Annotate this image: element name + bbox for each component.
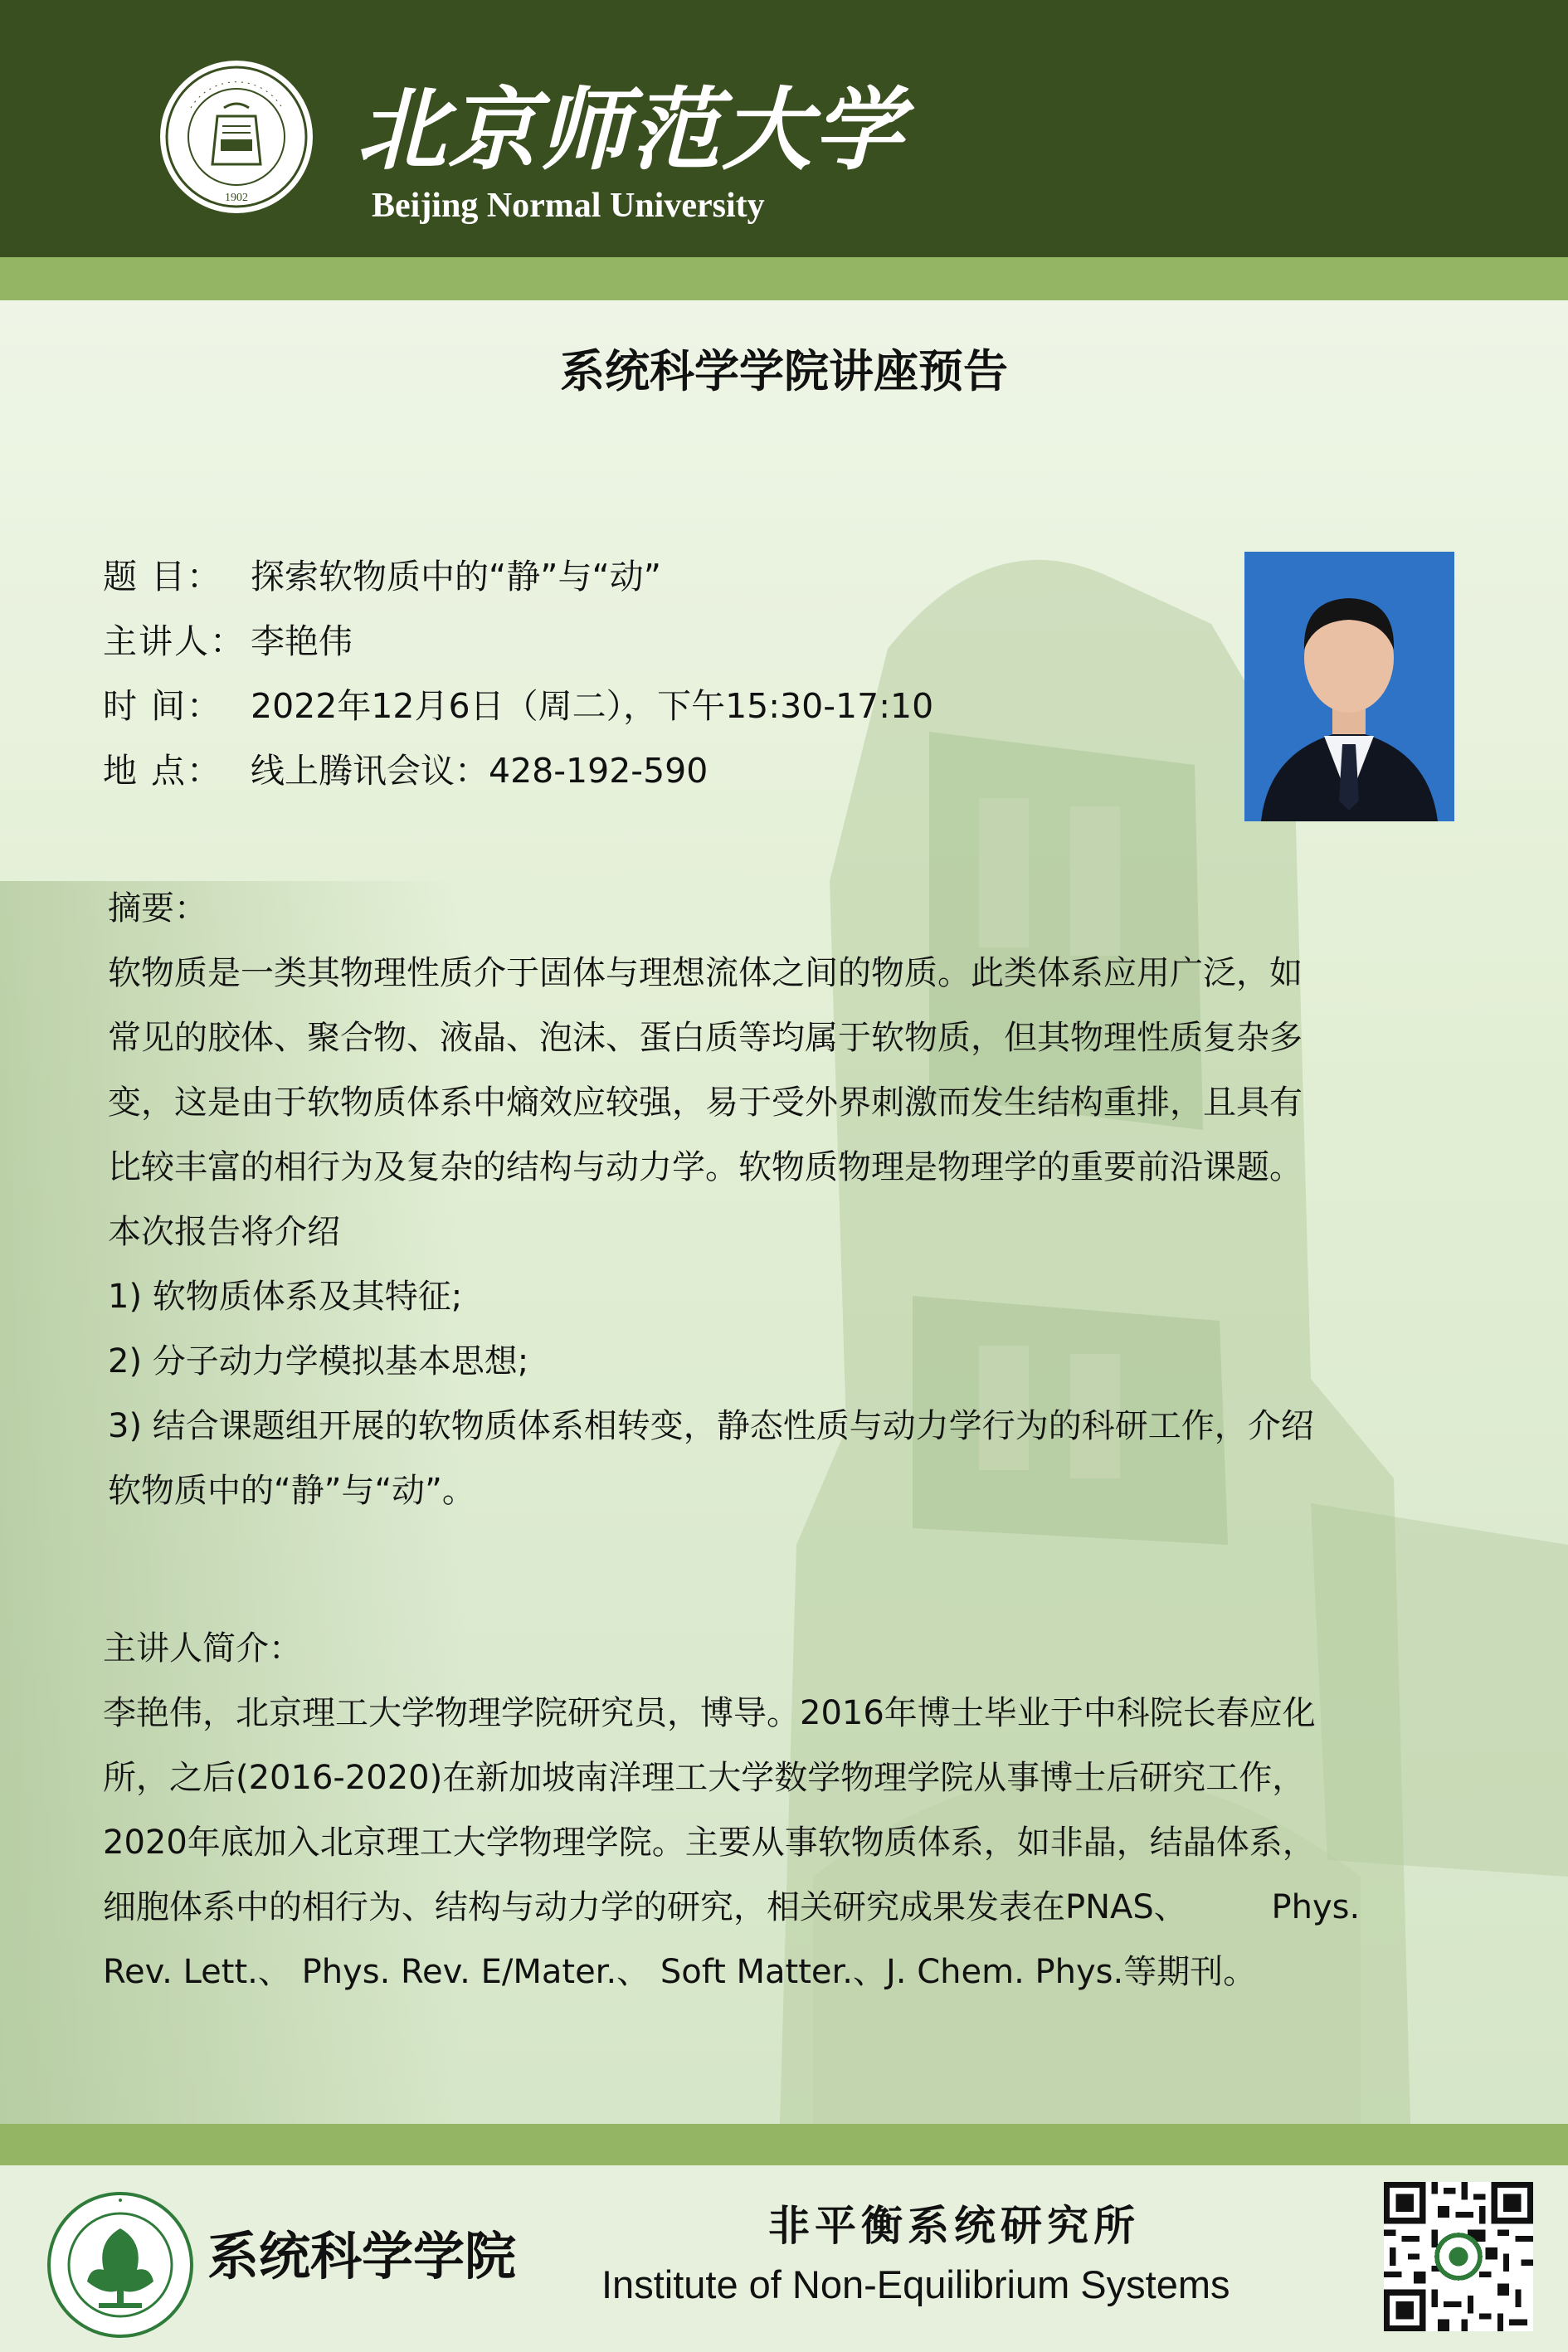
info-value: 探索软物质中的“静”与“动”	[251, 557, 661, 597]
university-name-en: Beijing Normal University	[372, 187, 765, 225]
university-seal-logo	[158, 58, 315, 216]
bio-heading: 主讲人简介：	[103, 1629, 302, 1668]
bio-line: 李艳伟，北京理工大学物理学院研究员，博导。2016年博士毕业于中科院长春应化	[103, 1694, 1316, 1732]
abstract-line: 变，这是由于软物质体系中熵效应较强，易于受外界刺激而发生结构重排，且具有	[108, 1083, 1303, 1122]
university-name-cn: 北京师范大学	[357, 78, 905, 183]
info-row-location	[103, 738, 933, 803]
info-value: 李艳伟	[251, 621, 353, 661]
bio-line: 所，之后(2016-2020)在新加坡南洋理工大学数学物理学院从事博士后研究工作，	[103, 1759, 1306, 1797]
bio-line: Rev. Lett.、 Phys. Rev. E/Mater.、 Soft Matter.、J. Chem. Phys.等期刊。	[103, 1953, 1257, 1991]
abstract-line: 软物质中的“静”与“动”。	[108, 1472, 475, 1510]
info-label: 地 点：	[103, 751, 223, 791]
info-label: 时 间：	[103, 686, 223, 726]
info-value: 2022年12月6日（周二），下午15:30-17:10	[251, 686, 934, 726]
info-value: 线上腾讯会议：428-192-590	[251, 751, 709, 791]
abstract-line: 软物质是一类其物理性质介于固体与理想流体之间的物质。此类体系应用广泛，如	[108, 954, 1303, 992]
info-row-topic	[103, 544, 933, 609]
bio-line: 细胞体系中的相行为、结构与动力学的研究，相关研究成果发表在PNAS、 Phys.	[103, 1888, 1361, 1926]
qr-code[interactable]	[1384, 2182, 1533, 2331]
abstract-line: 2) 分子动力学模拟基本思想;	[108, 1342, 529, 1381]
speaker-portrait	[1244, 552, 1454, 821]
school-seal-logo	[46, 2190, 195, 2340]
info-row-time	[103, 674, 933, 738]
seal-year: 1902	[225, 192, 248, 204]
bio-line: 2020年底加入北京理工大学物理学院。主要从事软物质体系，如非晶，结晶体系，	[103, 1824, 1316, 1862]
abstract-heading: 摘要：	[108, 889, 207, 928]
abstract-line: 比较丰富的相行为及复杂的结构与动力学。软物质物理是物理学的重要前沿课题。	[108, 1148, 1303, 1186]
footer-stripe	[0, 2124, 1568, 2165]
school-name: 系统科学学院	[207, 2226, 517, 2286]
info-label: 主讲人：	[103, 621, 246, 661]
lecture-info	[103, 544, 933, 803]
abstract-line: 1) 软物质体系及其特征;	[108, 1278, 463, 1316]
bio-body	[103, 1681, 1455, 2004]
header-stripe	[0, 257, 1568, 300]
institute-name-cn: 非平衡系统研究所	[768, 2201, 1140, 2250]
info-row-speaker	[103, 609, 933, 674]
page-title: 系统科学学院讲座预告	[560, 345, 1008, 397]
abstract-body	[108, 941, 1460, 1523]
abstract-line: 常见的胶体、聚合物、液晶、泡沫、蛋白质等均属于软物质，但其物理性质复杂多	[108, 1019, 1303, 1057]
abstract-line: 3) 结合课题组开展的软物质体系相转变，静态性质与动力学行为的科研工作，介绍	[108, 1407, 1314, 1445]
abstract-line: 本次报告将介绍	[108, 1213, 340, 1251]
info-label: 题 目：	[103, 557, 223, 597]
institute-name-en: Institute of Non-Equilibrium Systems	[601, 2262, 1230, 2306]
